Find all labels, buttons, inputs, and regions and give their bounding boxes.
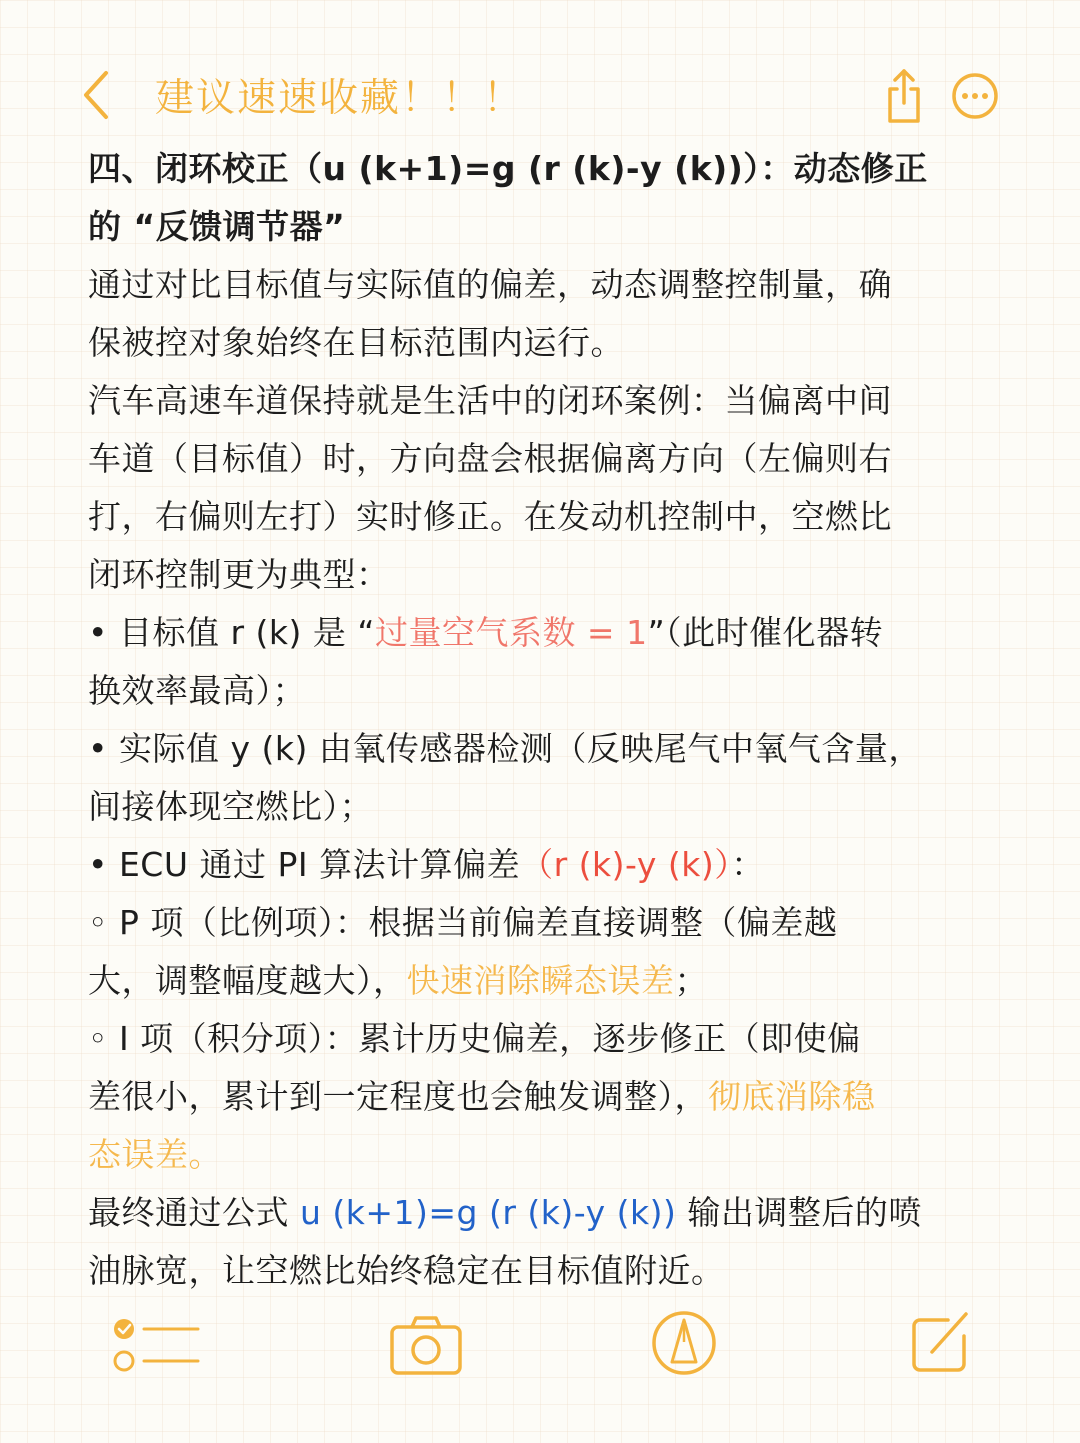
back-button[interactable] — [72, 63, 122, 127]
formula-text: u (k+1)=g (r (k)-y (k)) — [300, 1193, 677, 1232]
text-line: 通过对比目标值与实际值的偏差，动态调整控制量，确 — [88, 265, 892, 304]
more-button[interactable] — [950, 71, 1000, 121]
bullet-text: 差很小，累计到一定程度也会触发调整）， — [88, 1077, 708, 1116]
checklist-icon — [110, 1313, 204, 1379]
bullet-text: 大，调整幅度越大）， — [88, 961, 407, 1000]
text-line: 间接体现空燃比）； — [88, 787, 373, 826]
text-segment: 输出调整后的喷 — [676, 1193, 922, 1232]
bullet-text: • ECU 通过 PI 算法计算偏差 — [88, 845, 521, 884]
highlight-text: 过量空气系数 = 1 — [374, 613, 648, 652]
highlight-text: 彻底消除稳 — [708, 1077, 876, 1116]
text-line: 换效率最高）； — [88, 671, 306, 710]
text-line — [88, 1068, 988, 1126]
compose-icon — [910, 1308, 972, 1374]
formula-line — [88, 1184, 988, 1242]
bullet-actual-value: • 实际值 y (k) 由氧传感器检测（反映尾气中氧气含量， — [88, 729, 922, 768]
highlight-text: 态误差。 — [88, 1135, 222, 1174]
note-body[interactable] — [88, 140, 988, 1300]
text-line: 车道（目标值）时，方向盘会根据偏离方向（左偏则右 — [88, 439, 892, 478]
sub-bullet-p-term: ◦ P 项（比例项）：根据当前偏差直接调整（偏差越 — [88, 903, 838, 942]
checklist-button[interactable] — [110, 1313, 204, 1383]
sub-bullet-i-term: ◦ I 项（积分项）：累计历史偏差，逐步修正（即使偏 — [88, 1019, 861, 1058]
markup-pen-button[interactable] — [651, 1310, 717, 1380]
bullet-text: ： — [731, 845, 765, 884]
section-heading-line: 四、闭环校正（u (k+1)=g (r (k)-y (k))）：动态修正 — [88, 149, 928, 188]
section-heading-line: 的 “反馈调节器” — [88, 207, 346, 246]
text-line: 汽车高速车道保持就是生活中的闭环案例：当偏离中间 — [88, 381, 892, 420]
bullet-text: ”（此时催化器转 — [647, 613, 884, 652]
text-line: 油脉宽，让空燃比始终稳定在目标值附近。 — [88, 1251, 725, 1290]
bullet-text: ； — [674, 961, 708, 1000]
bottom-toolbar — [0, 1305, 1080, 1385]
camera-button[interactable] — [388, 1313, 464, 1381]
bullet-target-value — [88, 604, 988, 662]
text-segment: 最终通过公式 — [88, 1193, 300, 1232]
share-icon — [878, 65, 930, 127]
text-line: 闭环控制更为典型： — [88, 555, 390, 594]
pen-tip-icon — [651, 1310, 717, 1376]
bullet-text: • 目标值 r (k) 是 “ — [88, 613, 375, 652]
bullet-ecu — [88, 836, 988, 894]
chevron-left-icon — [72, 63, 122, 127]
share-button[interactable] — [878, 65, 930, 127]
more-dots-icon — [950, 71, 1000, 121]
text-line: 保被控对象始终在目标范围内运行。 — [88, 323, 624, 362]
text-line: 打，右偏则左打）实时修正。在发动机控制中，空燃比 — [88, 497, 892, 536]
compose-button[interactable] — [910, 1308, 972, 1378]
camera-icon — [388, 1313, 464, 1377]
highlight-text: 快速消除瞬态误差 — [406, 961, 675, 1000]
note-title: 建议速速收藏！！！ — [155, 76, 525, 121]
highlight-text: （r (k)-y (k)） — [520, 845, 732, 884]
text-line — [88, 952, 988, 1010]
top-bar — [0, 55, 1080, 135]
